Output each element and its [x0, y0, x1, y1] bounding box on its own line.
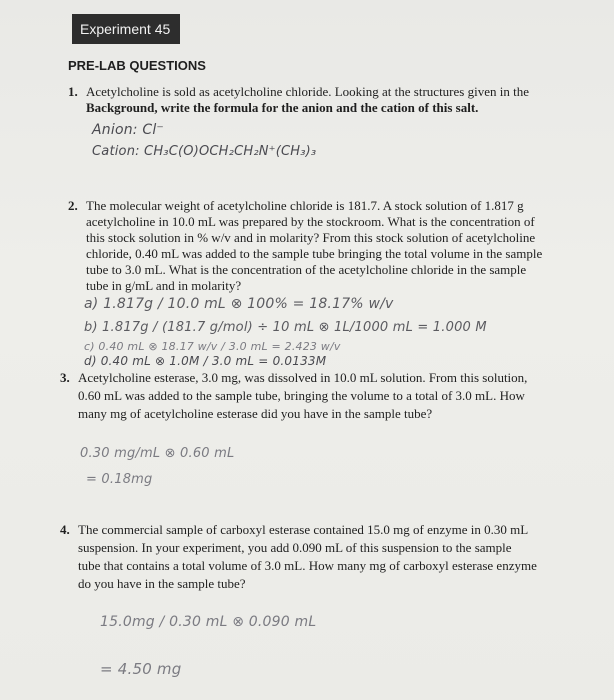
- question-2-line-3: this stock solution in % w/v and in molarity? From this stock solution of acetylcholine: [86, 230, 536, 245]
- question-4-line-1: The commercial sample of carboxyl esterase contained 15.0 mg of enzyme in 0.30 mL: [78, 522, 529, 537]
- question-2-line-1: The molecular weight of acetylcholine chloride is 181.7. A stock solution of 1.817 g: [86, 198, 524, 213]
- question-4-line-2: suspension. In your experiment, you add 0.090 mL of this suspension to the sample: [78, 540, 512, 555]
- question-4-number: 4.: [60, 522, 70, 537]
- question-3-line-1: Acetylcholine esterase, 3.0 mg, was dissolved in 10.0 mL solution. From this solution,: [78, 370, 528, 385]
- answer-2a: a) 1.817g / 10.0 mL ⊗ 100% = 18.17% w/v: [84, 296, 394, 312]
- question-3-number: 3.: [60, 370, 70, 385]
- question-2-line-2: acetylcholine in 10.0 mL was prepared by the stockroom. What is the concentration of: [86, 214, 535, 229]
- experiment-header-label: Experiment 45: [80, 21, 171, 37]
- answer-3-line-1: 0.30 mg/mL ⊗ 0.60 mL: [80, 446, 235, 461]
- experiment-header-tab: [72, 14, 180, 44]
- question-4-line-4: do you have in the sample tube?: [78, 576, 246, 591]
- answer-2c: c) 0.40 mL ⊗ 18.17 w/v / 3.0 mL = 2.423 w/v: [84, 340, 341, 353]
- answer-4-line-1: 15.0mg / 0.30 mL ⊗ 0.090 mL: [100, 614, 317, 630]
- answer-2d: d) 0.40 mL ⊗ 1.0M / 3.0 mL = 0.0133M: [84, 354, 327, 368]
- question-2-line-5: tube to 3.0 mL. What is the concentration of the acetylcholine chloride in the sample: [86, 262, 527, 277]
- question-4-line-3: tube that contains a total volume of 3.0 mL. How many mg of carboxyl esterase enzyme: [78, 558, 537, 573]
- question-1-line-2: [86, 100, 478, 116]
- question-1-line-2-text: Background, write the formula for the anion and the cation of this salt.: [86, 100, 479, 115]
- answer-4-line-2: = 4.50 mg: [100, 660, 182, 678]
- question-3-line-2: 0.60 mL was added to the sample tube, bringing the volume to a total of 3.0 mL. How: [78, 388, 525, 403]
- section-title: PRE-LAB QUESTIONS: [68, 58, 206, 73]
- question-2-line-6: tube in g/mL and in molarity?: [86, 278, 242, 293]
- question-3-line-3: many mg of acetylcholine esterase did you have in the sample tube?: [78, 406, 433, 421]
- answer-2b: b) 1.817g / (181.7 g/mol) ÷ 10 mL ⊗ 1L/1000 mL = 1.000 M: [84, 320, 487, 335]
- question-1-number: 1.: [68, 84, 78, 99]
- answer-3-line-2: = 0.18mg: [86, 472, 153, 487]
- question-1-line-1: Acetylcholine is sold as acetylcholine chloride. Looking at the structures given in the: [86, 84, 529, 99]
- question-2-number: 2.: [68, 198, 78, 213]
- answer-1-anion: Anion: Cl⁻: [92, 122, 164, 138]
- answer-1-cation: Cation: CH₃C(O)OCH₂CH₂N⁺(CH₃)₃: [92, 144, 317, 159]
- question-2-line-4: chloride, 0.40 mL was added to the sample tube bringing the total volume in the sample: [86, 246, 543, 261]
